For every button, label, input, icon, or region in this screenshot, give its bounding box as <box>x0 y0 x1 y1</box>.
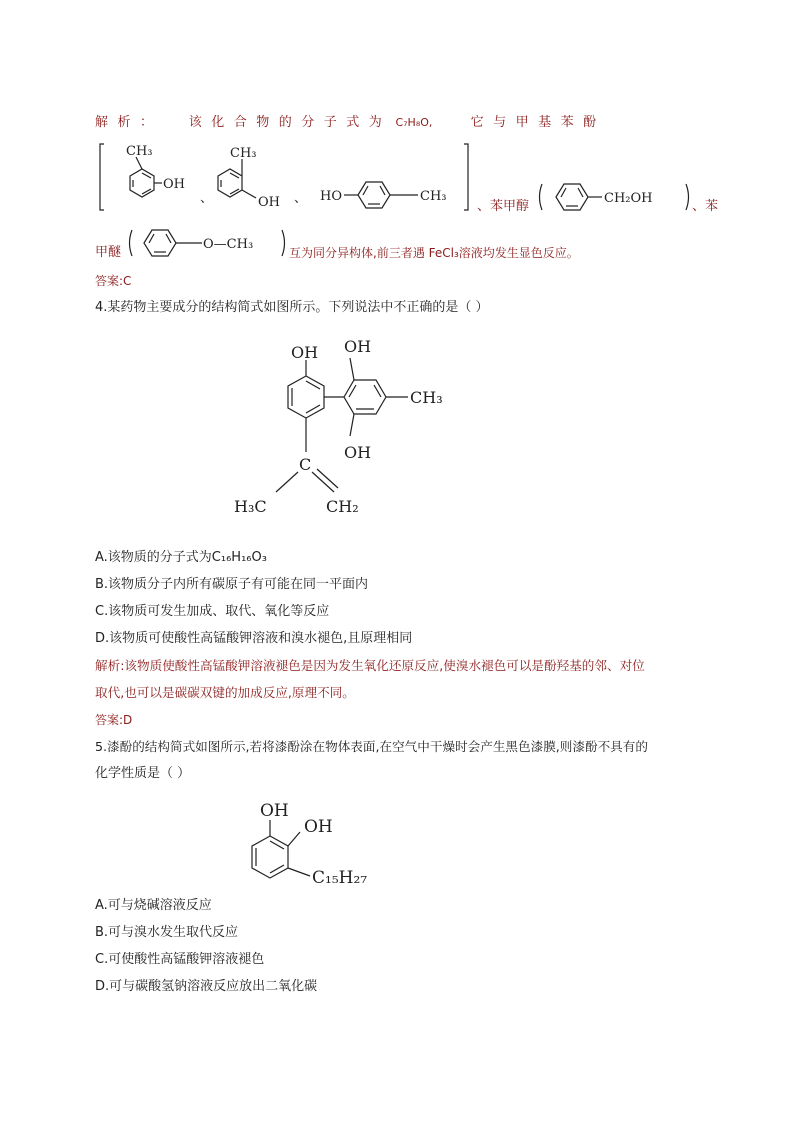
meta-ch3-label: CH₃ <box>230 146 257 161</box>
benzyl-alcohol-structure <box>536 180 696 214</box>
meta-oh-label: OH <box>258 195 280 210</box>
ortho-ch3-label: CH₃ <box>126 144 153 159</box>
analysis-line-1 <box>95 113 606 133</box>
q4-oh-top-left: OH <box>291 343 319 362</box>
q5-oh-1: OH <box>260 801 289 821</box>
question-5-structure <box>234 792 394 892</box>
och3-label: O—CH₃ <box>203 237 254 252</box>
q4-analysis-line-1: 解析:该物质使酸性高锰酸钾溶液褪色是因为发生氧化还原反应,使溴水褪色可以是酚羟基的邻、对位 <box>95 658 645 673</box>
anisole-suffix: 、苯 <box>692 199 719 214</box>
separator-2: 、 <box>294 191 308 206</box>
q5-option-b: B.可与溴水发生取代反应 <box>95 925 239 940</box>
q4-answer: 答案:D <box>95 713 133 727</box>
q4-c: C <box>299 455 312 474</box>
q4-option-c: C.该物质可发生加成、取代、氧化等反应 <box>95 604 330 619</box>
q5-stem-line-1: 5.漆酚的结构简式如图所示,若将漆酚涂在物体表面,在空气中干燥时会产生黑色漆膜,则漆酚不具有的 <box>95 739 648 754</box>
molecular-formula: C₇H₈O, <box>395 116 433 129</box>
q4-h3c: H₃C <box>234 497 267 516</box>
ortho-oh-label: OH <box>163 177 185 192</box>
q4-ch2: CH₂ <box>326 497 359 516</box>
benzyl-alcohol-prefix: 、苯甲醇 <box>477 199 530 214</box>
anisole-prefix: 甲醚 <box>95 245 122 260</box>
para-ch3-label: CH₃ <box>420 189 447 204</box>
p-cresol-structure <box>320 182 447 208</box>
q4-ch3: CH₃ <box>410 388 443 407</box>
q4-analysis-line-2: 取代,也可以是碳碳双键的加成反应,原理不同。 <box>95 685 355 700</box>
q5-option-d: D.可与碳酸氢钠溶液反应放出二氧化碳 <box>95 979 318 994</box>
q5-option-a: A.可与烧碱溶液反应 <box>95 898 212 913</box>
para-ho-label: HO <box>320 189 342 204</box>
o-cresol-structure <box>126 144 185 197</box>
anisole-structure <box>124 226 290 260</box>
methylphenol-structures <box>96 140 476 216</box>
analysis-conclusion: 互为同分异构体,前三者遇 FeCl₃溶液均发生显色反应。 <box>289 246 579 260</box>
q5-stem-line-2: 化学性质是（ ） <box>95 766 191 781</box>
q4-option-b: B.该物质分子内所有碳原子有可能在同一平面内 <box>95 577 369 592</box>
q4-oh-bottom: OH <box>344 443 372 462</box>
question-4-structure <box>228 330 468 525</box>
q5-oh-2: OH <box>304 817 333 837</box>
q5-option-c: C.可使酸性高锰酸钾溶液褪色 <box>95 952 265 967</box>
analysis-text-1: 该化合物的分子式为 <box>188 115 392 130</box>
answer-q3: 答案:C <box>95 274 132 288</box>
question-4-stem: 4.某药物主要成分的结构简式如图所示。下列说法中不正确的是（ ） <box>95 300 489 315</box>
q5-alkyl-chain: C₁₅H₂₇ <box>312 868 368 888</box>
ch2oh-label: CH₂OH <box>604 191 653 206</box>
q4-oh-top-right: OH <box>344 337 372 356</box>
analysis-label: 解析： <box>95 115 163 130</box>
separator-1: 、 <box>200 191 214 206</box>
q4-option-a: A.该物质的分子式为C₁₆H₁₆O₃ <box>95 550 267 565</box>
q4-option-d: D.该物质可使酸性高锰酸钾溶液和溴水褪色,且原理相同 <box>95 631 413 646</box>
analysis-text-2: 它与甲基苯酚 <box>470 115 606 130</box>
m-cresol-structure <box>218 146 280 210</box>
